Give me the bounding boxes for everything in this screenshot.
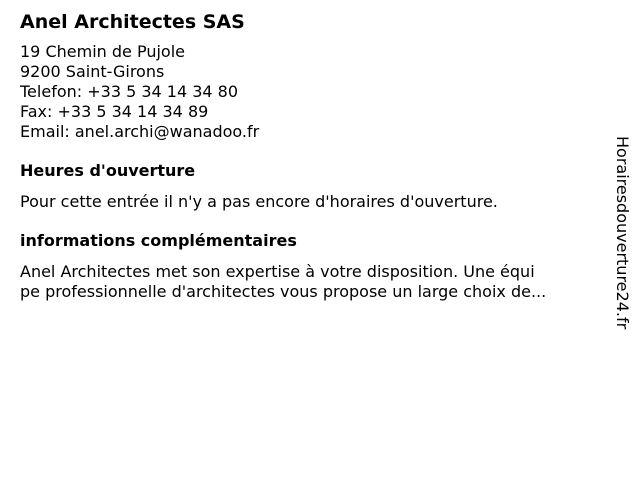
listing-card — [20, 10, 600, 302]
phone-number: Telefon: +33 5 34 14 34 80 — [20, 82, 239, 101]
address-block — [20, 42, 600, 142]
street-address: 19 Chemin de Pujole — [20, 42, 185, 61]
opening-hours-text: Pour cette entrée il n'y a pas encore d'horaires d'ouverture. — [20, 192, 498, 211]
site-watermark — [612, 136, 632, 356]
additional-info-heading: informations complémentaires — [20, 231, 297, 250]
description-line: pe professionnelle d'architectes vous propose un large choix de... — [20, 282, 547, 301]
email-address: Email: anel.archi@wanadoo.fr — [20, 122, 260, 141]
opening-hours-heading: Heures d'ouverture — [20, 161, 196, 180]
city-postal-code: 9200 Saint-Girons — [20, 62, 165, 81]
company-name: Anel Architectes SAS — [20, 11, 245, 33]
site-watermark-text: Horairesdouverture24.fr — [613, 136, 632, 330]
fax-number: Fax: +33 5 34 14 34 89 — [20, 102, 209, 121]
additional-info-text — [20, 262, 600, 302]
description-line: Anel Architectes met son expertise à votre disposition. Une équi — [20, 262, 535, 281]
